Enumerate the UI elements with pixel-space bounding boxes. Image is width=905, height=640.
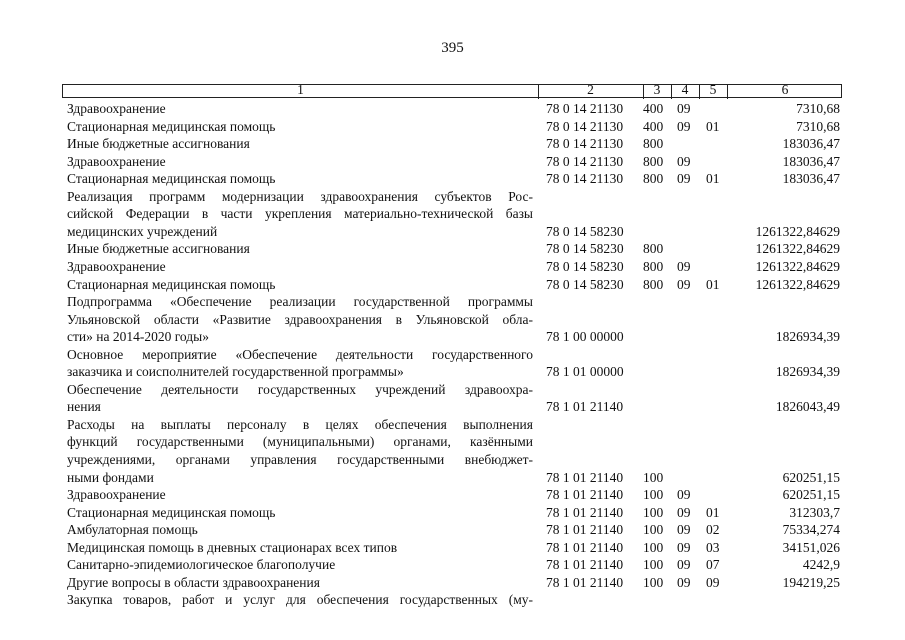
row-rz: 09 — [677, 276, 691, 292]
row-csr: 78 1 01 21140 — [546, 487, 624, 503]
row-rz: 09 — [677, 522, 691, 538]
table-row — [0, 258, 905, 275]
table-row — [0, 521, 905, 538]
row-pr: 07 — [706, 557, 720, 573]
row-name: Основное мероприятие «Обеспечение деятельности государственного — [67, 346, 533, 362]
row-name: Здравоохранение — [67, 101, 166, 116]
row-pr: 01 — [706, 504, 720, 520]
row-name: Здравоохранение — [67, 153, 166, 169]
row-vr: 100 — [643, 522, 664, 538]
row-sum: 4242,9 — [802, 557, 840, 573]
row-csr: 78 0 14 21130 — [546, 171, 624, 187]
row-name: нения — [67, 399, 101, 415]
row-vr: 100 — [643, 574, 664, 590]
row-csr: 78 0 14 58230 — [546, 241, 624, 257]
table-row — [0, 539, 905, 556]
table-row — [0, 591, 905, 608]
table-row — [0, 328, 905, 345]
row-name: Закупка товаров, работ и услуг для обеспечения государственных (му- — [67, 592, 533, 608]
row-csr: 78 1 01 21140 — [546, 539, 624, 555]
row-csr: 78 1 01 21140 — [546, 504, 624, 520]
row-rz: 09 — [677, 539, 691, 555]
row-sum: 34151,026 — [782, 539, 840, 555]
row-csr: 78 0 14 58230 — [546, 259, 624, 274]
row-vr: 100 — [643, 487, 664, 503]
row-name: заказчика и соисполнителей государственной программы» — [67, 364, 404, 380]
row-csr: 78 1 01 00000 — [546, 364, 624, 380]
header-col-2: 2 — [587, 82, 594, 97]
header-col-3: 3 — [653, 82, 661, 97]
row-rz: 09 — [677, 171, 691, 187]
table-row — [0, 311, 905, 328]
row-csr: 78 0 14 21130 — [546, 136, 624, 152]
row-name: Обеспечение деятельности государственных учреждений здравоохра- — [67, 381, 533, 397]
row-sum: 620251,15 — [782, 487, 840, 503]
row-sum: 1826934,39 — [775, 364, 840, 380]
table-row — [0, 118, 905, 135]
row-rz: 09 — [677, 487, 691, 503]
row-csr: 78 0 14 21130 — [546, 153, 624, 169]
row-sum: 75334,274 — [782, 522, 840, 538]
row-vr: 800 — [643, 136, 664, 152]
row-vr: 800 — [643, 259, 664, 274]
header-col-6: 6 — [781, 82, 789, 97]
row-name: Ульяновской области «Развитие здравоохранения в Ульяновской обла- — [67, 311, 533, 327]
row-sum: 183036,47 — [782, 171, 840, 187]
row-pr: 02 — [706, 522, 720, 538]
row-name: сти» на 2014-2020 годы» — [67, 329, 209, 345]
table-row — [0, 451, 905, 468]
row-name: Здравоохранение — [67, 259, 166, 274]
row-rz: 09 — [677, 504, 691, 520]
row-name: Реализация программ модернизации здравоохранения субъектов Рос- — [67, 188, 533, 204]
row-sum: 1261322,84629 — [755, 276, 840, 292]
row-vr: 800 — [643, 153, 664, 169]
row-name: Расходы на выплаты персоналу в целях обеспечения выполнения — [67, 416, 533, 432]
table-row — [0, 240, 905, 257]
row-sum: 312303,7 — [789, 504, 840, 520]
row-vr: 800 — [643, 171, 664, 187]
table-row — [0, 170, 905, 187]
row-csr: 78 1 01 21140 — [546, 574, 624, 590]
row-name: Подпрограмма «Обеспечение реализации государственной программы — [67, 294, 533, 310]
header-col-1: 1 — [297, 82, 304, 97]
row-name: медицинских учреждений — [67, 223, 218, 239]
row-rz: 09 — [677, 153, 691, 169]
table-row — [0, 188, 905, 205]
row-csr: 78 0 14 58230 — [546, 223, 624, 239]
row-name: Стационарная медицинская помощь — [67, 118, 276, 134]
table-row — [0, 223, 905, 240]
row-pr: 03 — [706, 539, 720, 555]
row-name: Здравоохранение — [67, 487, 166, 503]
row-vr: 100 — [643, 539, 664, 555]
row-vr: 800 — [643, 276, 664, 292]
row-csr: 78 1 01 21140 — [546, 469, 624, 485]
row-rz: 09 — [677, 557, 691, 573]
row-vr: 800 — [643, 241, 664, 257]
row-name: Другие вопросы в области здравоохранения — [67, 574, 320, 590]
table-row — [0, 153, 905, 170]
row-csr: 78 1 00 00000 — [546, 329, 624, 345]
table-header — [62, 84, 842, 98]
row-rz: 09 — [677, 259, 691, 274]
table-row — [0, 276, 905, 293]
table-row — [0, 346, 905, 363]
row-rz: 09 — [677, 574, 691, 590]
table-row — [0, 574, 905, 591]
table-row — [0, 486, 905, 503]
row-vr: 100 — [643, 504, 664, 520]
row-vr: 400 — [643, 101, 664, 116]
row-sum: 1826043,49 — [775, 399, 840, 415]
table-row — [0, 293, 905, 310]
row-name: Амбулаторная помощь — [67, 522, 198, 538]
row-sum: 620251,15 — [782, 469, 840, 485]
row-csr: 78 0 14 21130 — [546, 101, 624, 116]
row-csr: 78 1 01 21140 — [546, 399, 624, 415]
page-number: 395 — [441, 40, 464, 56]
table-row — [0, 398, 905, 415]
table-row — [0, 135, 905, 152]
row-pr: 01 — [706, 171, 720, 187]
header-col-4: 4 — [681, 82, 689, 97]
row-rz: 09 — [677, 118, 691, 134]
table-row — [0, 504, 905, 521]
row-name: ными фондами — [67, 469, 154, 485]
row-sum: 7310,68 — [796, 118, 840, 134]
row-name: функций государственными (муниципальными) органами, казёнными — [67, 434, 533, 450]
row-sum: 1261322,84629 — [755, 259, 840, 274]
row-sum: 183036,47 — [782, 153, 840, 169]
row-name: Иные бюджетные ассигнования — [67, 136, 250, 152]
row-sum: 194219,25 — [782, 574, 840, 590]
table-row — [0, 469, 905, 486]
row-pr: 09 — [706, 574, 720, 590]
row-name: Иные бюджетные ассигнования — [67, 241, 250, 257]
row-vr: 400 — [643, 118, 664, 134]
row-sum: 7310,68 — [796, 101, 840, 116]
row-vr: 100 — [643, 469, 664, 485]
row-pr: 01 — [706, 276, 720, 292]
row-name: учреждениями, органами управления государственными внебюджет- — [67, 452, 533, 467]
row-name: Стационарная медицинская помощь — [67, 171, 276, 187]
table-row — [0, 205, 905, 222]
row-rz: 09 — [677, 101, 691, 116]
row-name: Санитарно-эпидемиологическое благополучие — [67, 557, 336, 573]
table-row — [0, 363, 905, 380]
table-row — [0, 381, 905, 398]
row-sum: 1826934,39 — [775, 329, 840, 345]
table-row — [0, 556, 905, 573]
row-sum: 1261322,84629 — [755, 223, 840, 239]
row-csr: 78 1 01 21140 — [546, 557, 624, 573]
table-row — [0, 100, 905, 117]
row-name: Медицинская помощь в дневных стационарах всех типов — [67, 539, 398, 555]
header-col-5: 5 — [709, 82, 717, 97]
row-name: Стационарная медицинская помощь — [67, 276, 276, 292]
row-sum: 183036,47 — [782, 136, 840, 152]
table-row — [0, 416, 905, 433]
row-name: сийской Федерации в части укрепления материально-технической базы — [67, 206, 533, 222]
row-vr: 100 — [643, 557, 664, 573]
row-name: Стационарная медицинская помощь — [67, 504, 276, 520]
row-csr: 78 0 14 21130 — [546, 118, 624, 134]
row-csr: 78 0 14 58230 — [546, 276, 624, 292]
row-pr: 01 — [706, 118, 720, 134]
row-sum: 1261322,84629 — [755, 241, 840, 257]
row-csr: 78 1 01 21140 — [546, 522, 624, 538]
table-row — [0, 433, 905, 450]
